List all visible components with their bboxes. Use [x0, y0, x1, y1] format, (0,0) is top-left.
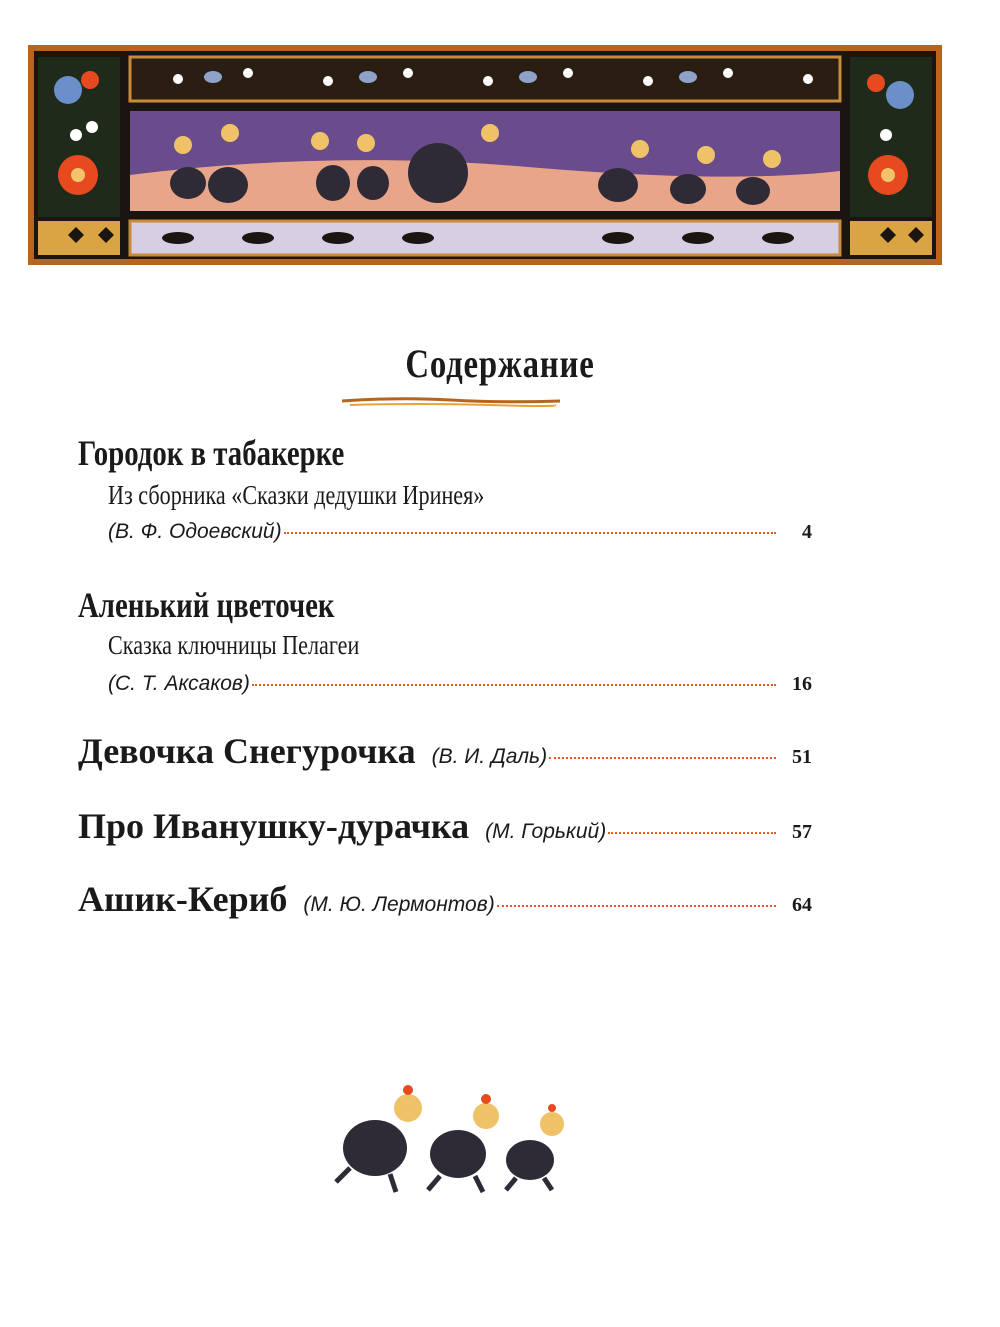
entry-title[interactable]: Аленький цветочек [78, 585, 335, 625]
toc-row[interactable] [108, 672, 812, 696]
entry-author: (В. И. Даль) [431, 745, 548, 768]
entry-subtitle: Сказка ключницы Пелагеи [108, 630, 360, 660]
entry-title: Ашик-Кериб [78, 879, 288, 919]
entry-title: Девочка Снегурочка [78, 731, 416, 771]
entry-subtitle: Из сборника «Сказки дедушки Иринея» [108, 480, 485, 510]
page-number: 4 [802, 521, 812, 543]
heading-underline [340, 395, 562, 409]
header-illustration [28, 45, 942, 265]
dot-leader [497, 905, 776, 907]
entry-title[interactable]: Городок в табакерке [78, 433, 345, 473]
dot-leader [608, 832, 776, 834]
dot-leader [284, 532, 776, 534]
entry-author: (С. Т. Аксаков) [108, 672, 250, 695]
toc-heading: Содержание [405, 341, 595, 386]
page-number: 51 [792, 746, 812, 768]
toc-row[interactable] [78, 878, 812, 920]
page-number: 16 [792, 673, 812, 695]
dot-leader [549, 757, 776, 759]
running-figures-illustration [330, 1078, 576, 1198]
toc-row[interactable] [78, 805, 812, 847]
page-number: 64 [792, 894, 812, 916]
entry-author: (М. Горький) [485, 820, 607, 843]
toc-row[interactable] [108, 520, 812, 544]
toc-row[interactable] [78, 730, 812, 772]
dot-leader [252, 684, 776, 686]
entry-author: (В. Ф. Одоевский) [108, 520, 282, 543]
entry-title: Про Иванушку-дурачка [78, 806, 470, 846]
page-number: 57 [792, 821, 812, 843]
entry-author: (М. Ю. Лермонтов) [303, 893, 495, 916]
